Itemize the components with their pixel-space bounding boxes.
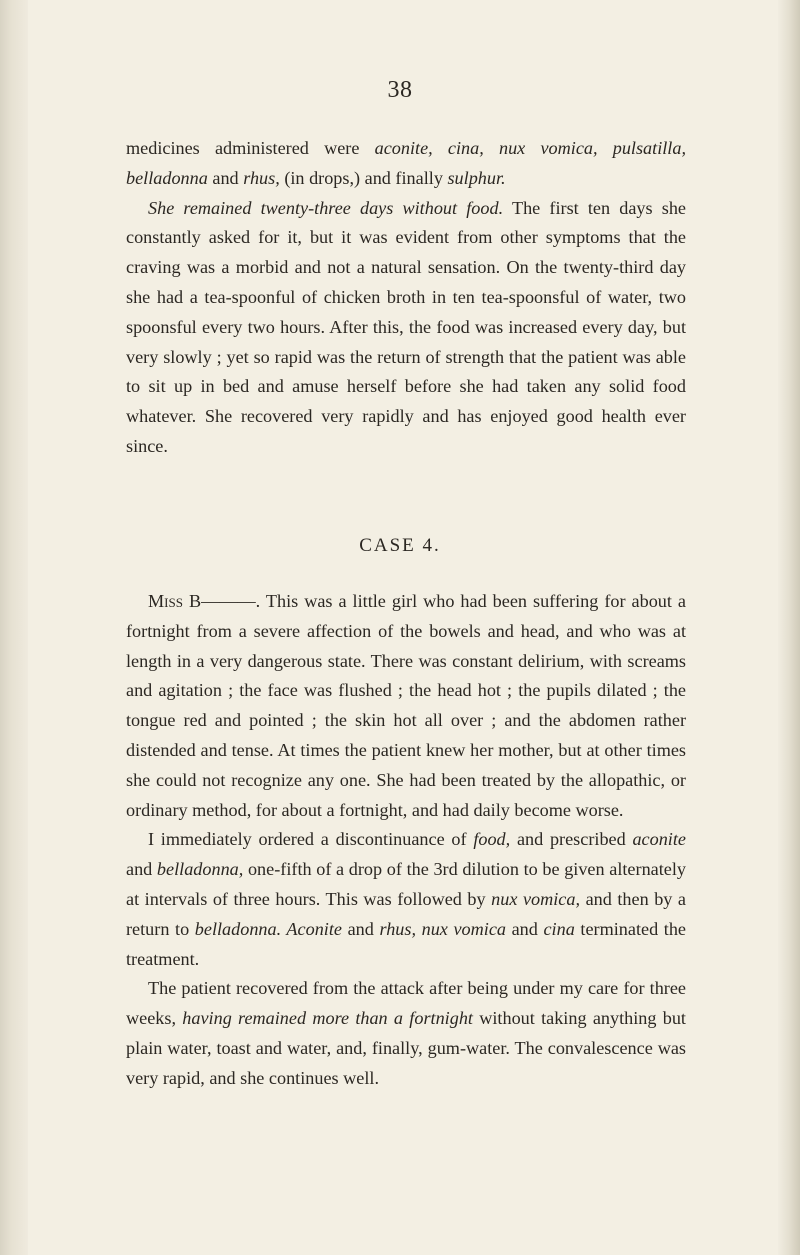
case-heading: CASE 4. [359, 535, 441, 556]
paragraph-5: The patient recovered from the attack after being under my care for three weeks, having remained more than a fortnight without taking anything but plain water, toast and water, and, finally, gum-water. The convalescence was very rapid, and she continues well. [126, 978, 686, 1088]
paragraph-4: I immediately ordered a discontinuance of food, and prescribed aconite and belladonna, one-fifth of a drop of the 3rd dilution to be given alternately at intervals of three hours. This was followed by nux vomica, and then by a return to belladonna. Aconite and rhus, nux vomica and cina terminated the treatment. [126, 829, 687, 969]
page-edge-right [778, 0, 800, 1255]
page-edge-left [0, 0, 28, 1255]
page-number: 38 [387, 77, 413, 103]
body-text-case [126, 587, 686, 1094]
paragraph-3: Miss B———. This was a little girl who had been suffering for about a fortnight from a severe affection of the bowels and head, and who was at length in a very dangerous state. There was constant delirium, with screams and agitation ; the face was flushed ; the head hot ; the pupils dilated ; the tongue red and pointed ; the skin hot all over ; and the abdomen rather distended and tense. At times the patient knew her mother, but at other times she could not recognize any one. She had been treated by the allopathic, or ordinary method, for about a fortnight, and had daily become worse. [126, 591, 686, 820]
paragraph-2: She remained twenty-three days without food. The first ten days she constantly asked for it, but it was evident from other symptoms that the craving was a morbid and not a natural sensation. On the twenty-third day she had a tea-spoonful of chicken broth in ten tea-spoonsful of water, two spoonsful every two hours. After this, the food was increased every day, but very slowly ; yet so rapid was the return of strength that the patient was able to sit up in bed and amuse herself before she had taken any solid food whatever. She recovered very rapidly and has enjoyed good health ever since. [126, 197, 686, 456]
body-text-top [126, 134, 686, 462]
paragraph-1: medicines administered were aconite, cina, nux vomica, pulsatilla, belladonna and rhus, (in drops,) and finally sulphur. [126, 138, 687, 188]
